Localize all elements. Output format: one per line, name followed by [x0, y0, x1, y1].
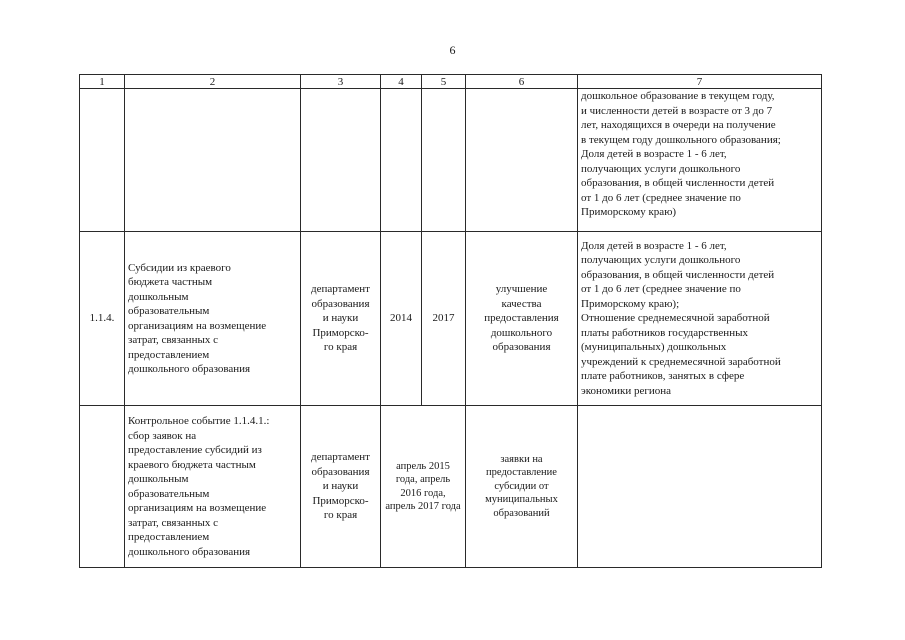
activity-cell: Контрольное событие 1.1.4.1.: сбор заявок на предоставление субсидий из краевого бюджета частным дошкольным образовательным организациям на возмещение затрат, связанных с предоставлением дошкольного образования: [125, 406, 301, 568]
table-row: [80, 232, 822, 406]
row-number-cell: 1.1.4.: [80, 232, 125, 406]
result-cell: улучшение качества предоставления дошкольного образования: [466, 232, 578, 406]
header-cell: 1: [80, 75, 125, 89]
result-cell: [466, 89, 578, 232]
page-number: 6: [449, 43, 456, 57]
table-row: [80, 406, 822, 568]
start-cell: [381, 89, 422, 232]
deadline-cell: апрель 2015 года, апрель 2016 года, апрель 2017 года: [381, 406, 466, 568]
executor-cell: департамент образования и науки Приморско- го края: [301, 232, 381, 406]
indicator-cell: дошкольное образование в текущем году, и численности детей в возрасте от 3 до 7 лет, находящихся в очереди на получение в текущем году дошкольного образования; Доля детей в возрасте 1 - 6 лет, получающих услуги дошкольного образования, в общей численности детей от 1 до 6 лет (среднее значение по Приморскому краю): [578, 89, 822, 232]
activity-cell: Субсидии из краевого бюджета частным дошкольным образовательным организациям на возмещение затрат, связанных с предоставлением дошкольного образования: [125, 232, 301, 406]
table-row: [80, 89, 822, 232]
row-number-cell: [80, 406, 125, 568]
start-cell: 2014: [381, 232, 422, 406]
end-cell: [422, 89, 466, 232]
plan-table: [79, 74, 822, 568]
header-cell: 4: [381, 75, 422, 89]
header-cell: 2: [125, 75, 301, 89]
indicator-cell: Доля детей в возрасте 1 - 6 лет, получающих услуги дошкольного образования, в общей численности детей от 1 до 6 лет (среднее значение по Приморскому краю); Отношение среднемесячной заработной платы работников государственных (муниципальных) дошкольных учреждений к среднемесячной заработной плате работников, занятых в сфере экономики региона: [578, 232, 822, 406]
header-cell: 7: [578, 75, 822, 89]
activity-cell: [125, 89, 301, 232]
indicator-cell: [578, 406, 822, 568]
executor-cell: департамент образования и науки Приморско- го края: [301, 406, 381, 568]
header-cell: 3: [301, 75, 381, 89]
row-number-cell: [80, 89, 125, 232]
result-cell: заявки на предоставление субсидии от муниципальных образований: [466, 406, 578, 568]
table-header-row: [80, 75, 822, 89]
end-cell: 2017: [422, 232, 466, 406]
header-cell: 6: [466, 75, 578, 89]
header-cell: 5: [422, 75, 466, 89]
executor-cell: [301, 89, 381, 232]
